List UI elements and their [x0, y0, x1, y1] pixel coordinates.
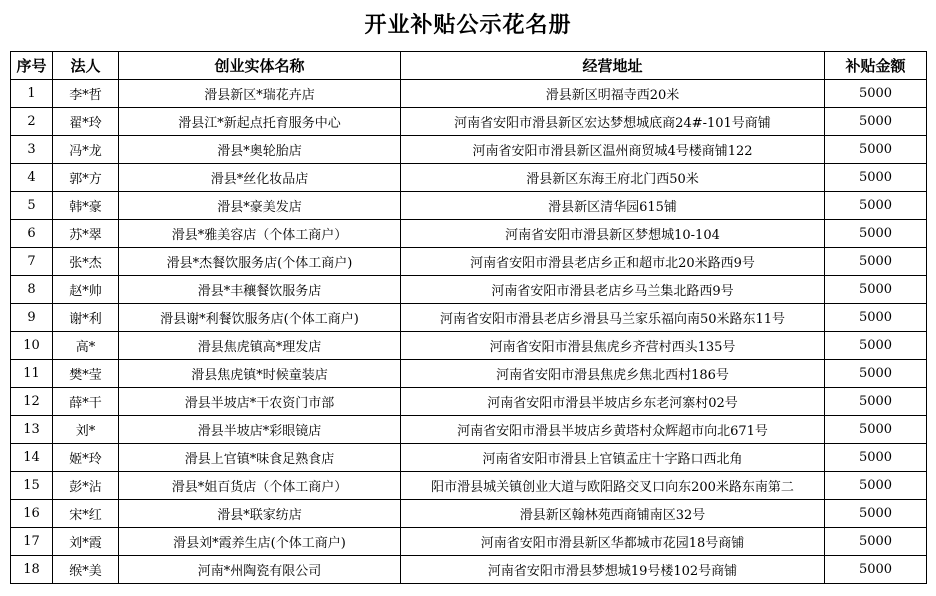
cell-address: 河南省安阳市滑县半坡店乡东老河寨村02号 [401, 388, 825, 416]
cell-index: 12 [11, 388, 53, 416]
table-row [11, 472, 927, 500]
header-index: 序号 [11, 52, 53, 80]
cell-address: 河南省安阳市滑县焦虎乡齐营村西头135号 [401, 332, 825, 360]
cell-legal-person: 冯*龙 [53, 136, 119, 164]
header-address: 经营地址 [401, 52, 825, 80]
cell-index: 8 [11, 276, 53, 304]
table-body [11, 80, 927, 584]
subsidy-table [10, 51, 927, 584]
cell-legal-person: 姬*玲 [53, 444, 119, 472]
cell-amount: 5000 [825, 80, 927, 108]
cell-address: 阳市滑县城关镇创业大道与欧阳路交叉口向东200米路东南第二 [401, 472, 825, 500]
cell-address: 河南省安阳市滑县新区华都城市花园18号商铺 [401, 528, 825, 556]
cell-address: 河南省安阳市滑县新区梦想城10-104 [401, 220, 825, 248]
table-row [11, 360, 927, 388]
table-row [11, 108, 927, 136]
cell-legal-person: 谢*利 [53, 304, 119, 332]
cell-legal-person: 缑*美 [53, 556, 119, 584]
cell-entity-name: 滑县*丝化妆品店 [119, 164, 401, 192]
cell-legal-person: 高* [53, 332, 119, 360]
table-row [11, 416, 927, 444]
cell-entity-name: 滑县*丰穰餐饮服务店 [119, 276, 401, 304]
table-row [11, 220, 927, 248]
table-row [11, 248, 927, 276]
cell-entity-name: 滑县半坡店*彩眼镜店 [119, 416, 401, 444]
cell-address: 河南省安阳市滑县新区温州商贸城4号楼商铺122 [401, 136, 825, 164]
table-row [11, 528, 927, 556]
cell-index: 7 [11, 248, 53, 276]
table-row [11, 556, 927, 584]
cell-index: 17 [11, 528, 53, 556]
cell-index: 1 [11, 80, 53, 108]
cell-legal-person: 彭*沾 [53, 472, 119, 500]
cell-address: 河南省安阳市滑县老店乡滑县马兰家乐福向南50米路东11号 [401, 304, 825, 332]
cell-index: 10 [11, 332, 53, 360]
cell-address: 河南省安阳市滑县老店乡马兰集北路西9号 [401, 276, 825, 304]
cell-index: 2 [11, 108, 53, 136]
cell-index: 16 [11, 500, 53, 528]
header-row [11, 52, 927, 80]
cell-address: 河南省安阳市滑县半坡店乡黄塔村众辉超市向北671号 [401, 416, 825, 444]
cell-legal-person: 刘* [53, 416, 119, 444]
cell-index: 14 [11, 444, 53, 472]
cell-entity-name: 滑县*姐百货店（个体工商户） [119, 472, 401, 500]
table-row [11, 276, 927, 304]
table-row [11, 332, 927, 360]
cell-address: 河南省安阳市滑县梦想城19号楼102号商铺 [401, 556, 825, 584]
cell-amount: 5000 [825, 360, 927, 388]
cell-entity-name: 滑县*联家纺店 [119, 500, 401, 528]
table-row [11, 80, 927, 108]
cell-entity-name: 滑县新区*瑞花卉店 [119, 80, 401, 108]
cell-amount: 5000 [825, 528, 927, 556]
cell-amount: 5000 [825, 388, 927, 416]
cell-address: 河南省安阳市滑县新区宏达梦想城底商24#-101号商铺 [401, 108, 825, 136]
cell-amount: 5000 [825, 500, 927, 528]
cell-index: 6 [11, 220, 53, 248]
cell-legal-person: 韩*豪 [53, 192, 119, 220]
cell-amount: 5000 [825, 472, 927, 500]
table-row [11, 192, 927, 220]
table-row [11, 388, 927, 416]
cell-address: 滑县新区东海王府北门西50米 [401, 164, 825, 192]
header-subsidy-amount: 补贴金额 [825, 52, 927, 80]
cell-address: 河南省安阳市滑县焦虎乡焦北西村186号 [401, 360, 825, 388]
cell-legal-person: 薛*干 [53, 388, 119, 416]
cell-amount: 5000 [825, 192, 927, 220]
cell-amount: 5000 [825, 444, 927, 472]
cell-amount: 5000 [825, 136, 927, 164]
cell-legal-person: 宋*红 [53, 500, 119, 528]
cell-address: 滑县新区翰林苑西商铺南区32号 [401, 500, 825, 528]
cell-legal-person: 郭*方 [53, 164, 119, 192]
table-row [11, 444, 927, 472]
table-row [11, 164, 927, 192]
cell-address: 河南省安阳市滑县老店乡正和超市北20米路西9号 [401, 248, 825, 276]
cell-entity-name: 滑县焦虎镇*时候童装店 [119, 360, 401, 388]
cell-legal-person: 李*哲 [53, 80, 119, 108]
cell-legal-person: 翟*玲 [53, 108, 119, 136]
table-row [11, 500, 927, 528]
cell-amount: 5000 [825, 332, 927, 360]
header-legal-person: 法人 [53, 52, 119, 80]
cell-entity-name: 滑县*豪美发店 [119, 192, 401, 220]
cell-legal-person: 张*杰 [53, 248, 119, 276]
cell-index: 9 [11, 304, 53, 332]
cell-address: 河南省安阳市滑县上官镇孟庄十字路口西北角 [401, 444, 825, 472]
page-title: 开业补贴公示花名册 [364, 13, 572, 38]
cell-index: 3 [11, 136, 53, 164]
cell-amount: 5000 [825, 556, 927, 584]
cell-amount: 5000 [825, 416, 927, 444]
cell-index: 11 [11, 360, 53, 388]
cell-amount: 5000 [825, 164, 927, 192]
table-row [11, 304, 927, 332]
cell-index: 13 [11, 416, 53, 444]
cell-entity-name: 滑县上官镇*味食足熟食店 [119, 444, 401, 472]
cell-entity-name: 滑县江*新起点托育服务中心 [119, 108, 401, 136]
cell-amount: 5000 [825, 220, 927, 248]
cell-amount: 5000 [825, 304, 927, 332]
cell-address: 滑县新区清华园615铺 [401, 192, 825, 220]
cell-entity-name: 滑县*雅美容店（个体工商户） [119, 220, 401, 248]
cell-index: 18 [11, 556, 53, 584]
cell-entity-name: 滑县*奥轮胎店 [119, 136, 401, 164]
cell-entity-name: 滑县刘*霞养生店(个体工商户) [119, 528, 401, 556]
cell-legal-person: 苏*翠 [53, 220, 119, 248]
cell-amount: 5000 [825, 108, 927, 136]
cell-entity-name: 滑县谢*利餐饮服务店(个体工商户) [119, 304, 401, 332]
cell-legal-person: 樊*莹 [53, 360, 119, 388]
header-entity-name: 创业实体名称 [119, 52, 401, 80]
cell-entity-name: 滑县半坡店*干农资门市部 [119, 388, 401, 416]
cell-entity-name: 滑县焦虎镇高*理发店 [119, 332, 401, 360]
cell-index: 4 [11, 164, 53, 192]
cell-entity-name: 河南*州陶瓷有限公司 [119, 556, 401, 584]
table-row [11, 136, 927, 164]
cell-legal-person: 赵*帅 [53, 276, 119, 304]
cell-index: 15 [11, 472, 53, 500]
cell-legal-person: 刘*霞 [53, 528, 119, 556]
cell-entity-name: 滑县*杰餐饮服务店(个体工商户) [119, 248, 401, 276]
cell-amount: 5000 [825, 248, 927, 276]
cell-index: 5 [11, 192, 53, 220]
cell-address: 滑县新区明福寺西20米 [401, 80, 825, 108]
cell-amount: 5000 [825, 276, 927, 304]
